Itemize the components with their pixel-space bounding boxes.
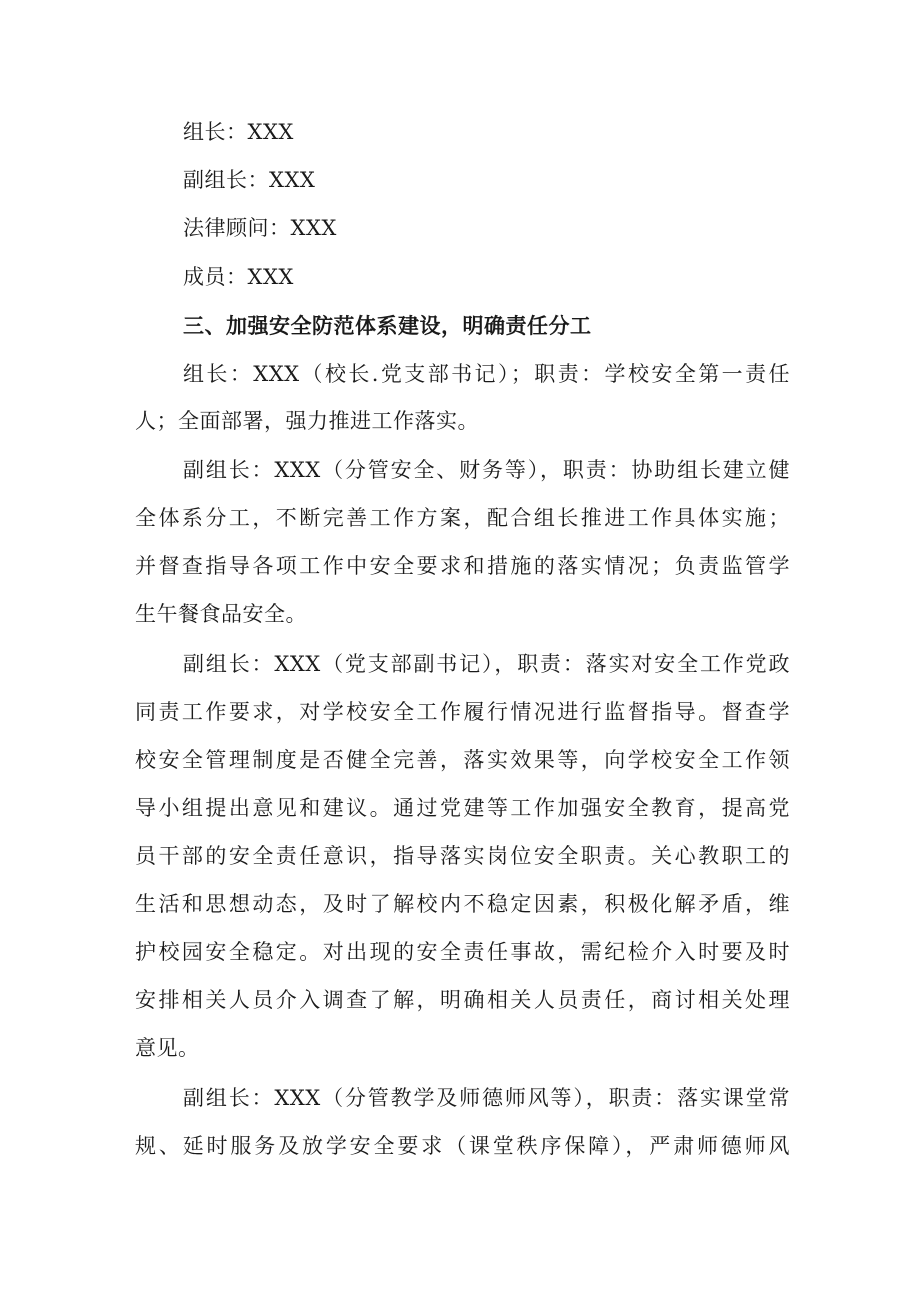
team-leader-line: 组长：XXX [183,120,294,144]
paragraph-line: 意见。 [135,1036,200,1060]
paragraph-line: 安排相关人员介入调查了解，明确相关人员责任，商讨相关处理 [135,988,790,1012]
paragraph-line: 副组长：XXX（分管安全、财务等），职责：协助组长建立健 [183,458,790,482]
paragraph-line: 人；全面部署，强力推进工作落实。 [135,409,479,433]
paragraph-line: 校安全管理制度是否健全完善，落实效果等，向学校安全工作领 [135,748,790,772]
paragraph-line: 导小组提出意见和建议。通过党建等工作加强安全教育，提高党 [135,796,790,820]
paragraph-line: 员干部的安全责任意识，指导落实岗位安全职责。关心教职工的 [135,844,790,868]
members-line: 成员：XXX [183,265,294,289]
legal-advisor-line: 法律顾问：XXX [183,216,337,240]
paragraph-line: 副组长：XXX（党支部副书记），职责：落实对安全工作党政 [183,652,790,676]
paragraph-line: 规、延时服务及放学安全要求（课堂秩序保障），严肃师德师风 [135,1134,790,1158]
deputy-leader-line: 副组长：XXX [183,168,316,192]
paragraph-line: 副组长：XXX（分管教学及师德师风等），职责：落实课堂常 [183,1086,790,1110]
paragraph-line: 全体系分工，不断完善工作方案，配合组长推进工作具体实施； [135,506,790,530]
paragraph-line: 护校园安全稳定。对出现的安全责任事故，需纪检介入时要及时 [135,940,790,964]
paragraph-line: 生活和思想动态，及时了解校内不稳定因素，积极化解矛盾，维 [135,892,790,916]
paragraph-line: 同责工作要求，对学校安全工作履行情况进行监督指导。督查学 [135,700,790,724]
paragraph-line: 组长：XXX（校长.党支部书记）；职责：学校安全第一责任 [183,362,790,386]
section-heading: 三、加强安全防范体系建设，明确责任分工 [183,314,592,338]
paragraph-line: 生午餐食品安全。 [135,602,307,626]
paragraph-line: 并督查指导各项工作中安全要求和措施的落实情况；负责监管学 [135,554,790,578]
